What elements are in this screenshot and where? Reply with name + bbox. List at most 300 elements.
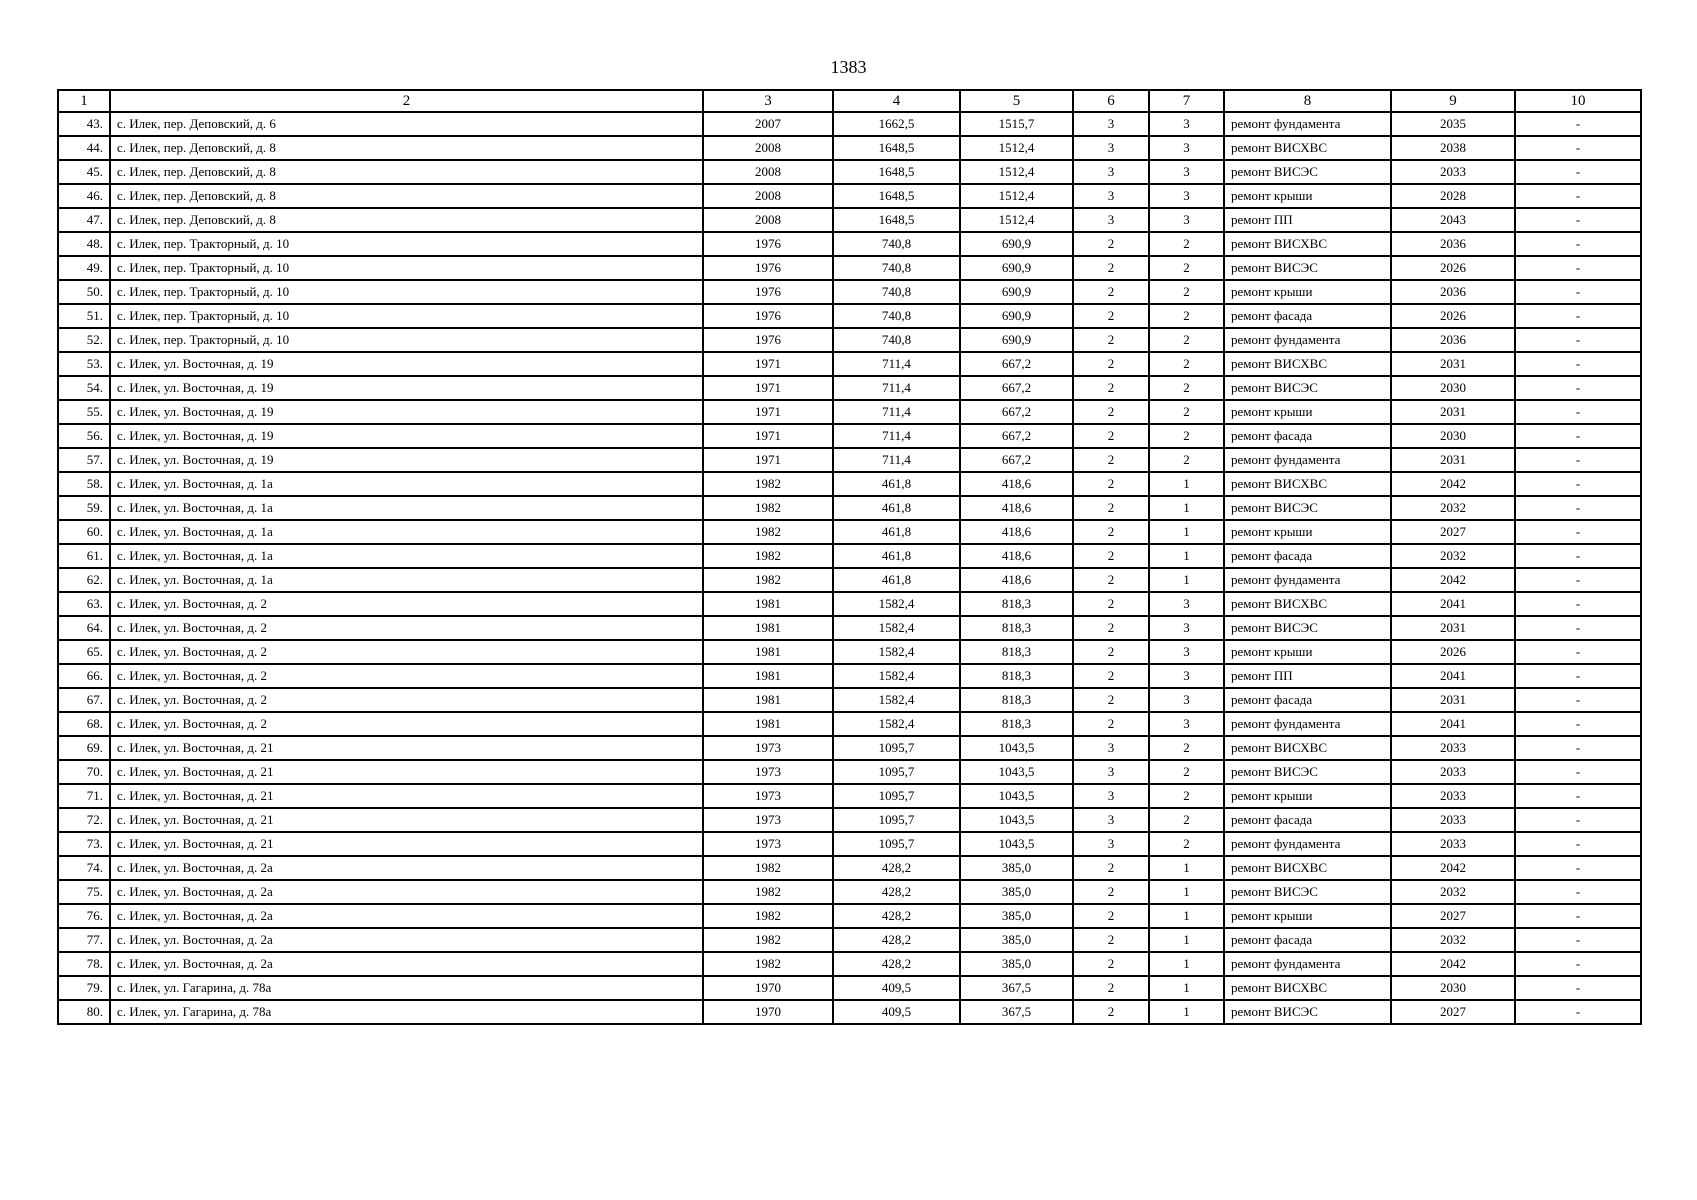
- entrances-cell: 3: [1149, 664, 1224, 688]
- build-year-cell: 1971: [703, 424, 833, 448]
- build-year-cell: 1976: [703, 232, 833, 256]
- build-year-cell: 1971: [703, 352, 833, 376]
- total-area-cell: 740,8: [833, 280, 960, 304]
- build-year-cell: 1970: [703, 976, 833, 1000]
- total-area-cell: 1648,5: [833, 184, 960, 208]
- planned-year-cell: 2031: [1391, 688, 1515, 712]
- entrances-cell: 2: [1149, 328, 1224, 352]
- repair-program-table: [57, 89, 1642, 1025]
- table-row: [58, 1000, 1641, 1024]
- table-row: [58, 976, 1641, 1000]
- table-row: [58, 136, 1641, 160]
- work-type-cell: ремонт фундамента: [1224, 712, 1391, 736]
- address-cell: с. Илек, пер. Тракторный, д. 10: [110, 280, 703, 304]
- header-row: [58, 90, 1641, 112]
- planned-year-cell: 2033: [1391, 808, 1515, 832]
- table-row: [58, 112, 1641, 136]
- table-header: [58, 90, 1641, 112]
- work-type-cell: ремонт ВИСХВС: [1224, 352, 1391, 376]
- row-number: 61.: [58, 544, 110, 568]
- note-cell: -: [1515, 760, 1641, 784]
- note-cell: -: [1515, 736, 1641, 760]
- row-number: 63.: [58, 592, 110, 616]
- entrances-cell: 3: [1149, 688, 1224, 712]
- build-year-cell: 1982: [703, 568, 833, 592]
- living-area-cell: 1043,5: [960, 832, 1073, 856]
- total-area-cell: 1095,7: [833, 832, 960, 856]
- build-year-cell: 1982: [703, 952, 833, 976]
- address-cell: с. Илек, ул. Восточная, д. 1а: [110, 568, 703, 592]
- note-cell: -: [1515, 112, 1641, 136]
- total-area-cell: 461,8: [833, 544, 960, 568]
- total-area-cell: 428,2: [833, 856, 960, 880]
- work-type-cell: ремонт крыши: [1224, 184, 1391, 208]
- floors-cell: 3: [1073, 112, 1149, 136]
- planned-year-cell: 2038: [1391, 136, 1515, 160]
- work-type-cell: ремонт ПП: [1224, 664, 1391, 688]
- note-cell: -: [1515, 160, 1641, 184]
- planned-year-cell: 2030: [1391, 424, 1515, 448]
- row-number: 47.: [58, 208, 110, 232]
- table-row: [58, 208, 1641, 232]
- note-cell: -: [1515, 976, 1641, 1000]
- planned-year-cell: 2026: [1391, 640, 1515, 664]
- build-year-cell: 1982: [703, 880, 833, 904]
- table-row: [58, 808, 1641, 832]
- table-row: [58, 736, 1641, 760]
- entrances-cell: 3: [1149, 112, 1224, 136]
- floors-cell: 2: [1073, 952, 1149, 976]
- address-cell: с. Илек, ул. Восточная, д. 19: [110, 424, 703, 448]
- build-year-cell: 1982: [703, 496, 833, 520]
- entrances-cell: 2: [1149, 400, 1224, 424]
- row-number: 56.: [58, 424, 110, 448]
- note-cell: -: [1515, 616, 1641, 640]
- floors-cell: 2: [1073, 616, 1149, 640]
- living-area-cell: 690,9: [960, 280, 1073, 304]
- note-cell: -: [1515, 184, 1641, 208]
- address-cell: с. Илек, пер. Тракторный, д. 10: [110, 328, 703, 352]
- row-number: 55.: [58, 400, 110, 424]
- floors-cell: 2: [1073, 448, 1149, 472]
- table-row: [58, 688, 1641, 712]
- total-area-cell: 1095,7: [833, 736, 960, 760]
- entrances-cell: 3: [1149, 592, 1224, 616]
- work-type-cell: ремонт фасада: [1224, 928, 1391, 952]
- table-row: [58, 304, 1641, 328]
- address-cell: с. Илек, ул. Восточная, д. 2: [110, 592, 703, 616]
- planned-year-cell: 2042: [1391, 952, 1515, 976]
- row-number: 64.: [58, 616, 110, 640]
- planned-year-cell: 2032: [1391, 496, 1515, 520]
- address-cell: с. Илек, ул. Восточная, д. 21: [110, 832, 703, 856]
- floors-cell: 2: [1073, 520, 1149, 544]
- total-area-cell: 740,8: [833, 256, 960, 280]
- entrances-cell: 1: [1149, 856, 1224, 880]
- planned-year-cell: 2031: [1391, 400, 1515, 424]
- living-area-cell: 818,3: [960, 616, 1073, 640]
- table-row: [58, 928, 1641, 952]
- floors-cell: 3: [1073, 736, 1149, 760]
- work-type-cell: ремонт ВИСЭС: [1224, 160, 1391, 184]
- living-area-cell: 818,3: [960, 592, 1073, 616]
- living-area-cell: 690,9: [960, 256, 1073, 280]
- table-body: [58, 112, 1641, 1024]
- work-type-cell: ремонт фундамента: [1224, 328, 1391, 352]
- header-col-3: 3: [703, 90, 833, 112]
- note-cell: -: [1515, 928, 1641, 952]
- living-area-cell: 385,0: [960, 904, 1073, 928]
- entrances-cell: 2: [1149, 448, 1224, 472]
- work-type-cell: ремонт фундамента: [1224, 448, 1391, 472]
- table-row: [58, 568, 1641, 592]
- work-type-cell: ремонт фасада: [1224, 808, 1391, 832]
- floors-cell: 2: [1073, 304, 1149, 328]
- table-row: [58, 472, 1641, 496]
- work-type-cell: ремонт крыши: [1224, 904, 1391, 928]
- table-row: [58, 448, 1641, 472]
- table-row: [58, 184, 1641, 208]
- total-area-cell: 1648,5: [833, 136, 960, 160]
- floors-cell: 2: [1073, 880, 1149, 904]
- address-cell: с. Илек, ул. Восточная, д. 21: [110, 784, 703, 808]
- build-year-cell: 1982: [703, 520, 833, 544]
- total-area-cell: 461,8: [833, 520, 960, 544]
- total-area-cell: 740,8: [833, 304, 960, 328]
- table-row: [58, 376, 1641, 400]
- work-type-cell: ремонт фундамента: [1224, 112, 1391, 136]
- total-area-cell: 461,8: [833, 472, 960, 496]
- planned-year-cell: 2041: [1391, 592, 1515, 616]
- address-cell: с. Илек, ул. Восточная, д. 21: [110, 736, 703, 760]
- floors-cell: 2: [1073, 904, 1149, 928]
- address-cell: с. Илек, пер. Тракторный, д. 10: [110, 232, 703, 256]
- planned-year-cell: 2033: [1391, 784, 1515, 808]
- entrances-cell: 1: [1149, 880, 1224, 904]
- planned-year-cell: 2032: [1391, 928, 1515, 952]
- floors-cell: 3: [1073, 760, 1149, 784]
- living-area-cell: 818,3: [960, 688, 1073, 712]
- work-type-cell: ремонт крыши: [1224, 520, 1391, 544]
- row-number: 50.: [58, 280, 110, 304]
- note-cell: -: [1515, 856, 1641, 880]
- planned-year-cell: 2027: [1391, 1000, 1515, 1024]
- build-year-cell: 1982: [703, 904, 833, 928]
- build-year-cell: 1973: [703, 760, 833, 784]
- row-number: 79.: [58, 976, 110, 1000]
- build-year-cell: 1976: [703, 304, 833, 328]
- entrances-cell: 1: [1149, 952, 1224, 976]
- note-cell: -: [1515, 136, 1641, 160]
- total-area-cell: 409,5: [833, 1000, 960, 1024]
- entrances-cell: 2: [1149, 280, 1224, 304]
- living-area-cell: 418,6: [960, 568, 1073, 592]
- planned-year-cell: 2033: [1391, 760, 1515, 784]
- living-area-cell: 667,2: [960, 400, 1073, 424]
- table-row: [58, 424, 1641, 448]
- entrances-cell: 2: [1149, 352, 1224, 376]
- entrances-cell: 2: [1149, 424, 1224, 448]
- planned-year-cell: 2033: [1391, 832, 1515, 856]
- note-cell: -: [1515, 496, 1641, 520]
- total-area-cell: 1648,5: [833, 208, 960, 232]
- planned-year-cell: 2042: [1391, 472, 1515, 496]
- living-area-cell: 818,3: [960, 640, 1073, 664]
- table-row: [58, 640, 1641, 664]
- entrances-cell: 2: [1149, 784, 1224, 808]
- address-cell: с. Илек, ул. Гагарина, д. 78а: [110, 1000, 703, 1024]
- entrances-cell: 2: [1149, 808, 1224, 832]
- address-cell: с. Илек, ул. Восточная, д. 2а: [110, 856, 703, 880]
- living-area-cell: 1043,5: [960, 808, 1073, 832]
- row-number: 48.: [58, 232, 110, 256]
- note-cell: -: [1515, 784, 1641, 808]
- table-row: [58, 544, 1641, 568]
- entrances-cell: 1: [1149, 520, 1224, 544]
- note-cell: -: [1515, 232, 1641, 256]
- entrances-cell: 1: [1149, 568, 1224, 592]
- row-number: 57.: [58, 448, 110, 472]
- header-col-9: 9: [1391, 90, 1515, 112]
- address-cell: с. Илек, ул. Гагарина, д. 78а: [110, 976, 703, 1000]
- floors-cell: 3: [1073, 832, 1149, 856]
- note-cell: -: [1515, 400, 1641, 424]
- total-area-cell: 1662,5: [833, 112, 960, 136]
- total-area-cell: 1582,4: [833, 640, 960, 664]
- entrances-cell: 2: [1149, 304, 1224, 328]
- work-type-cell: ремонт ВИСХВС: [1224, 976, 1391, 1000]
- work-type-cell: ремонт крыши: [1224, 400, 1391, 424]
- floors-cell: 2: [1073, 856, 1149, 880]
- row-number: 73.: [58, 832, 110, 856]
- build-year-cell: 1971: [703, 400, 833, 424]
- address-cell: с. Илек, ул. Восточная, д. 2а: [110, 880, 703, 904]
- work-type-cell: ремонт ВИСХВС: [1224, 856, 1391, 880]
- address-cell: с. Илек, ул. Восточная, д. 2: [110, 616, 703, 640]
- table-row: [58, 400, 1641, 424]
- living-area-cell: 1515,7: [960, 112, 1073, 136]
- entrances-cell: 2: [1149, 256, 1224, 280]
- row-number: 65.: [58, 640, 110, 664]
- note-cell: -: [1515, 424, 1641, 448]
- entrances-cell: 3: [1149, 712, 1224, 736]
- row-number: 49.: [58, 256, 110, 280]
- work-type-cell: ремонт ВИСЭС: [1224, 760, 1391, 784]
- entrances-cell: 1: [1149, 496, 1224, 520]
- living-area-cell: 1512,4: [960, 208, 1073, 232]
- total-area-cell: 1582,4: [833, 592, 960, 616]
- note-cell: -: [1515, 880, 1641, 904]
- build-year-cell: 1982: [703, 544, 833, 568]
- address-cell: с. Илек, ул. Восточная, д. 1а: [110, 496, 703, 520]
- planned-year-cell: 2027: [1391, 520, 1515, 544]
- row-number: 52.: [58, 328, 110, 352]
- address-cell: с. Илек, ул. Восточная, д. 19: [110, 448, 703, 472]
- header-col-1: 1: [58, 90, 110, 112]
- entrances-cell: 2: [1149, 232, 1224, 256]
- total-area-cell: 461,8: [833, 496, 960, 520]
- build-year-cell: 2008: [703, 160, 833, 184]
- row-number: 54.: [58, 376, 110, 400]
- living-area-cell: 690,9: [960, 232, 1073, 256]
- build-year-cell: 1973: [703, 808, 833, 832]
- note-cell: -: [1515, 208, 1641, 232]
- entrances-cell: 3: [1149, 616, 1224, 640]
- floors-cell: 2: [1073, 976, 1149, 1000]
- row-number: 59.: [58, 496, 110, 520]
- floors-cell: 3: [1073, 136, 1149, 160]
- address-cell: с. Илек, ул. Восточная, д. 2: [110, 664, 703, 688]
- floors-cell: 2: [1073, 424, 1149, 448]
- work-type-cell: ремонт ВИСЭС: [1224, 1000, 1391, 1024]
- floors-cell: 2: [1073, 328, 1149, 352]
- work-type-cell: ремонт ВИСЭС: [1224, 376, 1391, 400]
- table-row: [58, 352, 1641, 376]
- build-year-cell: 1970: [703, 1000, 833, 1024]
- living-area-cell: 667,2: [960, 376, 1073, 400]
- planned-year-cell: 2026: [1391, 256, 1515, 280]
- note-cell: -: [1515, 280, 1641, 304]
- work-type-cell: ремонт ВИСЭС: [1224, 880, 1391, 904]
- header-col-8: 8: [1224, 90, 1391, 112]
- work-type-cell: ремонт ВИСХВС: [1224, 736, 1391, 760]
- living-area-cell: 818,3: [960, 664, 1073, 688]
- page-number: 1383: [830, 57, 867, 77]
- entrances-cell: 2: [1149, 376, 1224, 400]
- living-area-cell: 1043,5: [960, 760, 1073, 784]
- work-type-cell: ремонт ВИСЭС: [1224, 616, 1391, 640]
- floors-cell: 3: [1073, 184, 1149, 208]
- build-year-cell: 2008: [703, 184, 833, 208]
- entrances-cell: 1: [1149, 544, 1224, 568]
- note-cell: -: [1515, 472, 1641, 496]
- address-cell: с. Илек, ул. Восточная, д. 2: [110, 712, 703, 736]
- row-number: 67.: [58, 688, 110, 712]
- total-area-cell: 740,8: [833, 232, 960, 256]
- total-area-cell: 428,2: [833, 928, 960, 952]
- row-number: 80.: [58, 1000, 110, 1024]
- entrances-cell: 3: [1149, 160, 1224, 184]
- entrances-cell: 1: [1149, 976, 1224, 1000]
- table-row: [58, 952, 1641, 976]
- build-year-cell: 1976: [703, 328, 833, 352]
- living-area-cell: 1512,4: [960, 160, 1073, 184]
- total-area-cell: 1582,4: [833, 688, 960, 712]
- address-cell: с. Илек, ул. Восточная, д. 2: [110, 688, 703, 712]
- note-cell: -: [1515, 832, 1641, 856]
- work-type-cell: ремонт фундамента: [1224, 952, 1391, 976]
- work-type-cell: ремонт ВИСХВС: [1224, 592, 1391, 616]
- living-area-cell: 1512,4: [960, 136, 1073, 160]
- table-row: [58, 664, 1641, 688]
- address-cell: с. Илек, пер. Деповский, д. 8: [110, 184, 703, 208]
- note-cell: -: [1515, 544, 1641, 568]
- entrances-cell: 3: [1149, 640, 1224, 664]
- entrances-cell: 3: [1149, 136, 1224, 160]
- planned-year-cell: 2027: [1391, 904, 1515, 928]
- planned-year-cell: 2031: [1391, 352, 1515, 376]
- header-col-7: 7: [1149, 90, 1224, 112]
- planned-year-cell: 2036: [1391, 280, 1515, 304]
- total-area-cell: 1582,4: [833, 616, 960, 640]
- living-area-cell: 367,5: [960, 976, 1073, 1000]
- build-year-cell: 2008: [703, 136, 833, 160]
- planned-year-cell: 2043: [1391, 208, 1515, 232]
- floors-cell: 2: [1073, 664, 1149, 688]
- build-year-cell: 1981: [703, 688, 833, 712]
- header-col-5: 5: [960, 90, 1073, 112]
- living-area-cell: 418,6: [960, 520, 1073, 544]
- note-cell: -: [1515, 568, 1641, 592]
- living-area-cell: 690,9: [960, 328, 1073, 352]
- table-row: [58, 232, 1641, 256]
- planned-year-cell: 2042: [1391, 856, 1515, 880]
- floors-cell: 2: [1073, 496, 1149, 520]
- row-number: 66.: [58, 664, 110, 688]
- row-number: 58.: [58, 472, 110, 496]
- floors-cell: 3: [1073, 208, 1149, 232]
- work-type-cell: ремонт крыши: [1224, 280, 1391, 304]
- work-type-cell: ремонт ПП: [1224, 208, 1391, 232]
- note-cell: -: [1515, 712, 1641, 736]
- floors-cell: 2: [1073, 232, 1149, 256]
- planned-year-cell: 2032: [1391, 544, 1515, 568]
- table-row: [58, 904, 1641, 928]
- build-year-cell: 1982: [703, 472, 833, 496]
- living-area-cell: 385,0: [960, 880, 1073, 904]
- living-area-cell: 1043,5: [960, 736, 1073, 760]
- table-row: [58, 496, 1641, 520]
- row-number: 76.: [58, 904, 110, 928]
- build-year-cell: 1981: [703, 616, 833, 640]
- entrances-cell: 1: [1149, 904, 1224, 928]
- work-type-cell: ремонт ВИСХВС: [1224, 136, 1391, 160]
- build-year-cell: 1981: [703, 712, 833, 736]
- work-type-cell: ремонт фасада: [1224, 544, 1391, 568]
- address-cell: с. Илек, ул. Восточная, д. 2а: [110, 952, 703, 976]
- living-area-cell: 690,9: [960, 304, 1073, 328]
- table-row: [58, 712, 1641, 736]
- floors-cell: 2: [1073, 256, 1149, 280]
- living-area-cell: 667,2: [960, 424, 1073, 448]
- header-col-6: 6: [1073, 90, 1149, 112]
- total-area-cell: 711,4: [833, 376, 960, 400]
- row-number: 78.: [58, 952, 110, 976]
- row-number: 51.: [58, 304, 110, 328]
- note-cell: -: [1515, 448, 1641, 472]
- row-number: 71.: [58, 784, 110, 808]
- build-year-cell: 1973: [703, 832, 833, 856]
- note-cell: -: [1515, 952, 1641, 976]
- living-area-cell: 818,3: [960, 712, 1073, 736]
- floors-cell: 2: [1073, 400, 1149, 424]
- planned-year-cell: 2036: [1391, 232, 1515, 256]
- note-cell: -: [1515, 904, 1641, 928]
- note-cell: -: [1515, 664, 1641, 688]
- work-type-cell: ремонт фасада: [1224, 424, 1391, 448]
- row-number: 62.: [58, 568, 110, 592]
- build-year-cell: 1971: [703, 448, 833, 472]
- build-year-cell: 1981: [703, 664, 833, 688]
- table-row: [58, 520, 1641, 544]
- table-row: [58, 592, 1641, 616]
- entrances-cell: 3: [1149, 208, 1224, 232]
- address-cell: с. Илек, ул. Восточная, д. 1а: [110, 544, 703, 568]
- build-year-cell: 1982: [703, 928, 833, 952]
- note-cell: -: [1515, 520, 1641, 544]
- floors-cell: 2: [1073, 376, 1149, 400]
- header-col-10: 10: [1515, 90, 1641, 112]
